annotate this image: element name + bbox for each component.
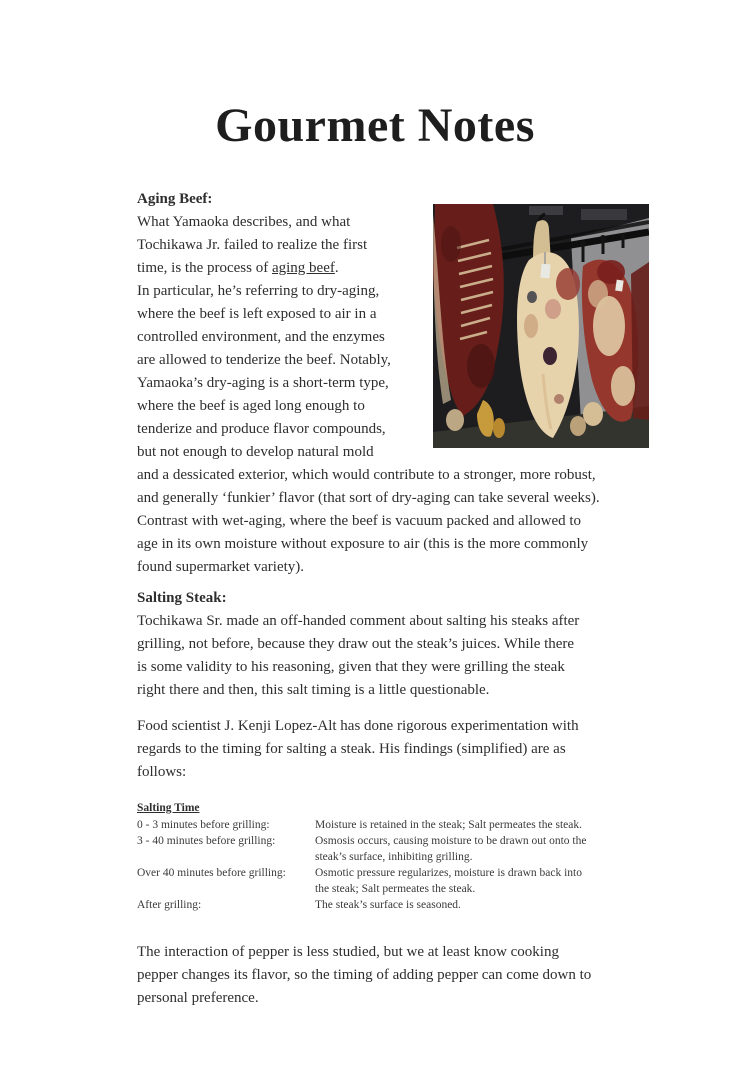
text-line: pepper changes its flavor, so the timing of adding pepper can come down to <box>137 967 592 983</box>
text-line <box>137 257 437 280</box>
time-cell: After grilling: <box>137 899 202 911</box>
text-line: Yamaoka’s dry-aging is a short-term type, <box>137 375 389 391</box>
text-line: Tochikawa Sr. made an off-handed comment about salting his steaks after <box>137 613 580 629</box>
text-line: Osmosis occurs, causing moisture to be drawn out onto the <box>315 835 587 847</box>
text-line: right there and then, this salt timing is a little questionable. <box>137 682 490 698</box>
photo-meat-patch <box>545 299 561 319</box>
text-line: and generally ‘funkier’ flavor (that sort of dry-aging can take several weeks). <box>137 490 600 506</box>
photo-yellow-piece <box>493 418 505 438</box>
time-cell: 0 - 3 minutes before grilling: <box>137 819 270 831</box>
text-line: tenderize and produce flavor compounds, <box>137 421 386 437</box>
text-line: personal preference. <box>137 990 259 1006</box>
photo-fat-patch <box>588 280 608 308</box>
desc-cell <box>315 865 655 897</box>
salting-paragraph <box>137 610 655 702</box>
photo-fat-patch <box>583 402 603 426</box>
text-line: controlled environment, and the enzymes <box>137 329 385 345</box>
text-line: the steak; Salt permeates the steak. <box>315 883 476 895</box>
salting-steak-section <box>137 587 655 702</box>
text-line: is some validity to his reasoning, given that they were grilling the steak <box>137 659 565 675</box>
salting-time-table-heading: Salting Time <box>137 802 200 814</box>
text-line: Contrast with wet-aging, where the beef is vacuum packed and allowed to <box>137 513 582 529</box>
text-line: where the beef is aged long enough to <box>137 398 365 414</box>
photo-carcass-far-right <box>631 262 649 420</box>
text-line: Osmotic pressure regularizes, moisture is drawn back into <box>315 867 582 879</box>
aging-paragraph-wide <box>137 464 655 579</box>
page-title: Gourmet Notes <box>215 99 535 152</box>
text-line: but not enough to develop natural mold <box>137 444 374 460</box>
photo-ceiling-panel <box>581 209 627 220</box>
photo-meat-patch <box>467 344 495 388</box>
photo-meat-patch <box>554 394 564 404</box>
text-line: Food scientist J. Kenji Lopez-Alt has done rigorous experimentation with <box>137 718 579 734</box>
text-line: age in its own moisture without exposure to air (this is the more commonly <box>137 536 589 552</box>
aging-beef-heading: Aging Beef: <box>137 191 213 207</box>
photo-meat-patch <box>441 226 461 262</box>
photo-fat-patch <box>611 366 635 406</box>
table-row <box>137 833 655 865</box>
salting-steak-heading: Salting Steak: <box>137 590 227 606</box>
photo-meat-patch <box>556 268 580 300</box>
table-row <box>137 865 655 897</box>
time-cell: 3 - 40 minutes before grilling: <box>137 835 276 847</box>
text-line: grilling, not before, because they draw out the steak’s juices. While there <box>137 636 575 652</box>
aging-paragraph-narrow <box>137 211 437 464</box>
text-line: and a dessicated exterior, which would contribute to a stronger, more robust, <box>137 467 596 483</box>
desc-cell <box>315 897 655 913</box>
text-segment: time, is the process of <box>137 260 272 276</box>
text-line: The interaction of pepper is less studied, but we at least know cooking <box>137 944 559 960</box>
pepper-paragraph <box>137 941 655 1010</box>
photo-fat-patch <box>570 416 586 436</box>
text-line: Moisture is retained in the steak; Salt permeates the steak. <box>315 819 582 831</box>
text-line: In particular, he’s referring to dry-aging, <box>137 283 380 299</box>
photo-dark-spot <box>527 291 537 303</box>
photo-fat-patch <box>446 409 464 431</box>
photo-tag <box>540 264 550 279</box>
desc-cell <box>315 833 655 865</box>
kenji-paragraph <box>137 715 655 784</box>
photo-ceiling-panel <box>529 206 563 215</box>
text-line: steak’s surface, inhibiting grilling. <box>315 851 473 863</box>
text-line: What Yamaoka describes, and what <box>137 214 351 230</box>
salting-time-table <box>137 800 655 913</box>
text-line: where the beef is left exposed to air in a <box>137 306 377 322</box>
text-line: regards to the timing for salting a steak. His findings (simplified) are as <box>137 741 566 757</box>
text-line: follows: <box>137 764 187 780</box>
desc-cell <box>315 817 655 833</box>
text-line: Tochikawa Jr. failed to realize the first <box>137 237 368 253</box>
time-cell: Over 40 minutes before grilling: <box>137 867 286 879</box>
photo-dark-spot <box>543 347 557 365</box>
text-line: found supermarket variety). <box>137 559 305 575</box>
text-line: The steak’s surface is seasoned. <box>315 899 461 911</box>
aging-beef-underlined-text: aging beef <box>271 260 335 276</box>
table-row <box>137 897 655 913</box>
table-row <box>137 817 655 833</box>
photo-meat-patch <box>524 314 538 338</box>
beef-carcass-photo <box>433 204 649 448</box>
text-segment: . <box>334 260 339 276</box>
text-line: are allowed to tenderize the beef. Notably, <box>137 352 391 368</box>
